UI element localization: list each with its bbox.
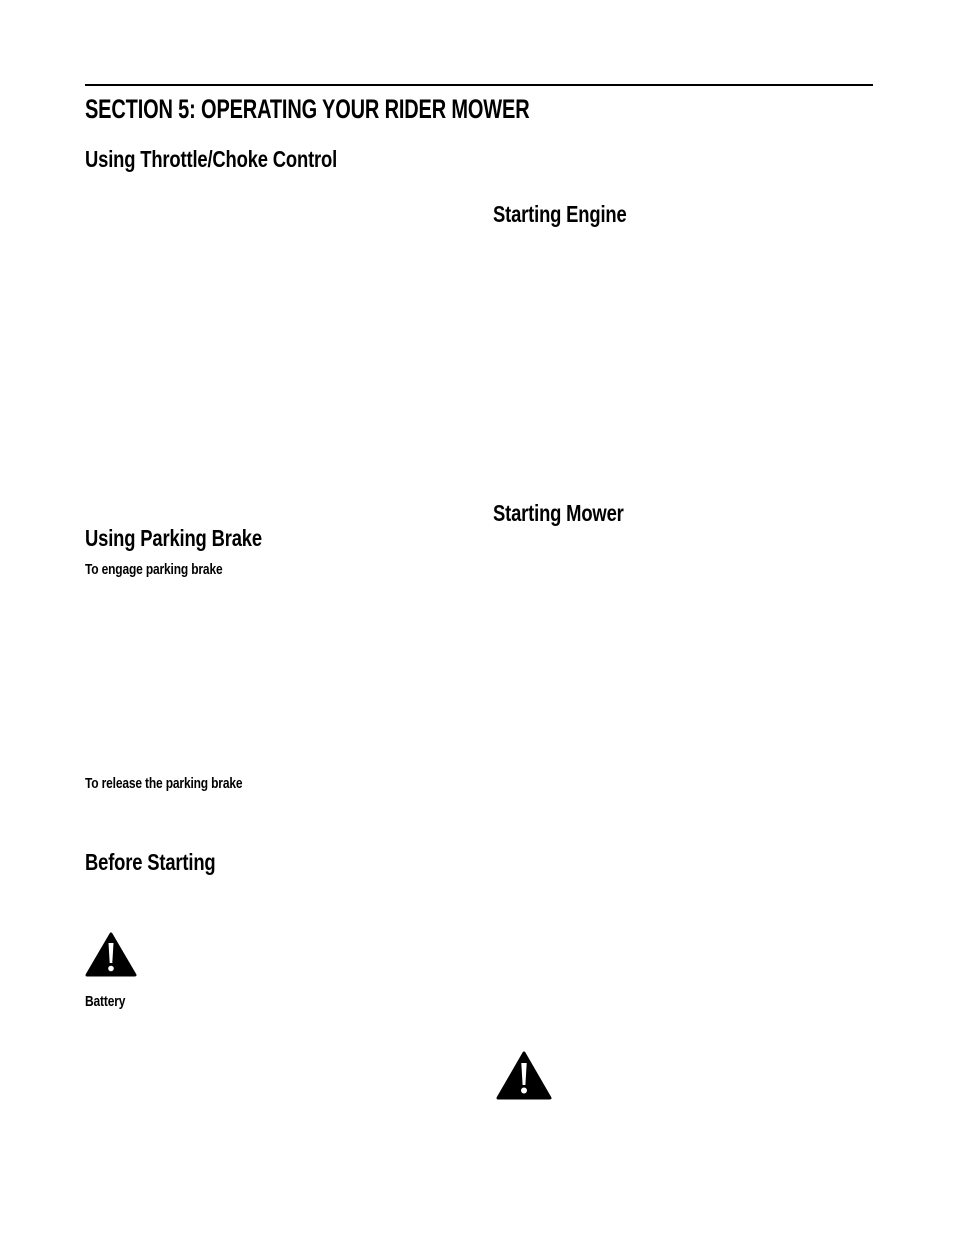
heading-using-throttle-choke-control: Using Throttle/Choke Control [85,146,338,172]
heading-using-parking-brake: Using Parking Brake [85,525,262,551]
heading-starting-mower: Starting Mower [493,500,624,526]
section-top-rule [85,84,873,86]
heading-starting-engine: Starting Engine [493,201,627,227]
heading-before-starting: Before Starting [85,849,216,875]
section-title: SECTION 5: OPERATING YOUR RIDER MOWER [85,94,530,124]
subheading-release-parking-brake: To release the parking brake [85,775,243,792]
subheading-battery: Battery [85,993,126,1010]
warning-triangle-icon [496,1051,552,1100]
subheading-engage-parking-brake: To engage parking brake [85,561,223,578]
warning-triangle-icon [85,932,137,977]
